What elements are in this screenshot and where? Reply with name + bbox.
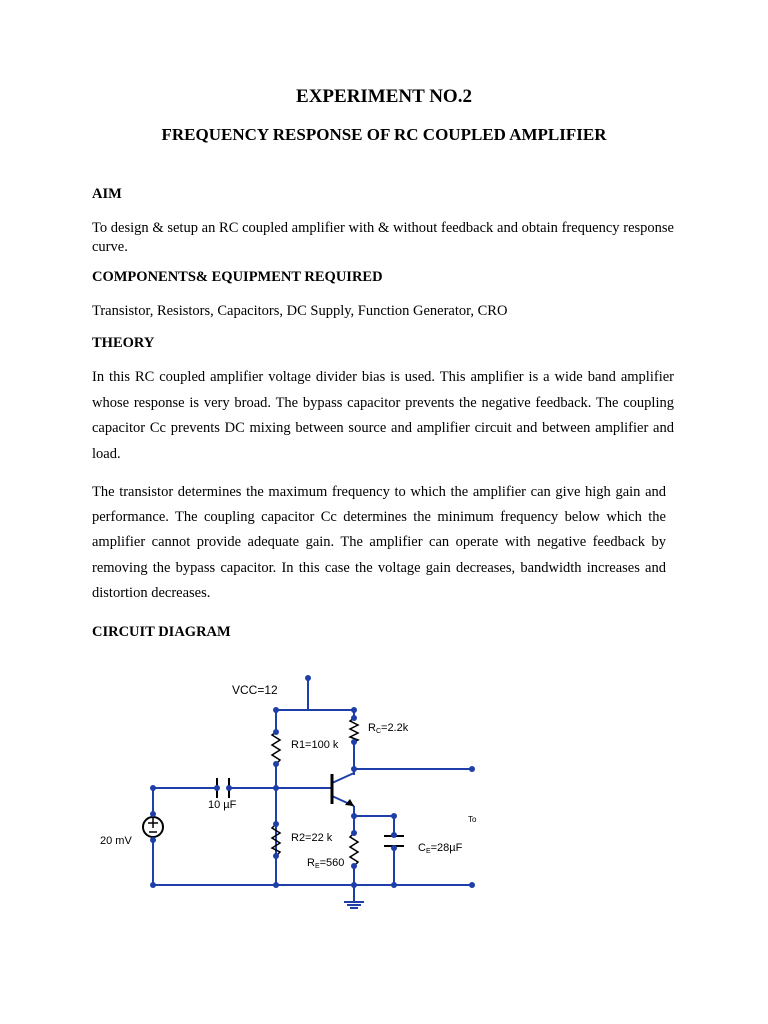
- theory-paragraph-1: In this RC coupled amplifier voltage divider bias is used. This amplifier is a wide band amplifier whose response is very broad. The bypass capacitor prevents the negative feedback. The coupling capacitor Cc prevents DC mixing between source and amplifier circuit and between amplifier and load.: [92, 369, 674, 462]
- source-label: 20 mV: [100, 835, 132, 847]
- circuit-diagram-heading: CIRCUIT DIAGRAM: [92, 624, 231, 640]
- vcc-label: VCC=12: [232, 683, 278, 697]
- coupling-capacitor-label: 10 µF: [208, 799, 237, 811]
- re-label: RE=560: [307, 857, 345, 870]
- components-text: Transistor, Resistors, Capacitors, DC Supply, Function Generator, CRO: [92, 303, 508, 319]
- re-resistor: [350, 833, 358, 866]
- components-heading: COMPONENTS& EQUIPMENT REQUIRED: [92, 269, 383, 285]
- theory-heading: THEORY: [92, 335, 155, 351]
- circuit-wires: [153, 678, 472, 908]
- experiment-title: EXPERIMENT NO.2: [296, 86, 472, 107]
- rc-label: RC=2.2k: [368, 722, 409, 735]
- r2-label: R2=22 k: [291, 832, 333, 844]
- r1-resistor: [272, 732, 280, 764]
- r1-label: R1=100 k: [291, 739, 339, 751]
- aim-text: To design & setup an RC coupled amplifier with & without feedback and obtain frequency response curve.: [92, 220, 674, 255]
- aim-heading: AIM: [92, 186, 122, 202]
- ce-label: CE=28µF: [418, 842, 463, 855]
- rc-amplifier-circuit-diagram: [92, 670, 512, 915]
- experiment-subtitle: FREQUENCY RESPONSE OF RC COUPLED AMPLIFIER: [161, 125, 607, 144]
- rc-resistor: [350, 718, 358, 742]
- ac-source: [143, 817, 163, 837]
- output-to-label: To: [468, 815, 477, 824]
- theory-paragraph-2: The transistor determines the maximum frequency to which the amplifier can give high gain and performance. The coupling capacitor Cc determines the minimum frequency below which the amplifier cannot provide adequate gain. The amplifier can operate with negative feedback by removing the bypass capacitor. In this case the voltage gain decreases, bandwidth increases and distortion decreases.: [92, 484, 666, 601]
